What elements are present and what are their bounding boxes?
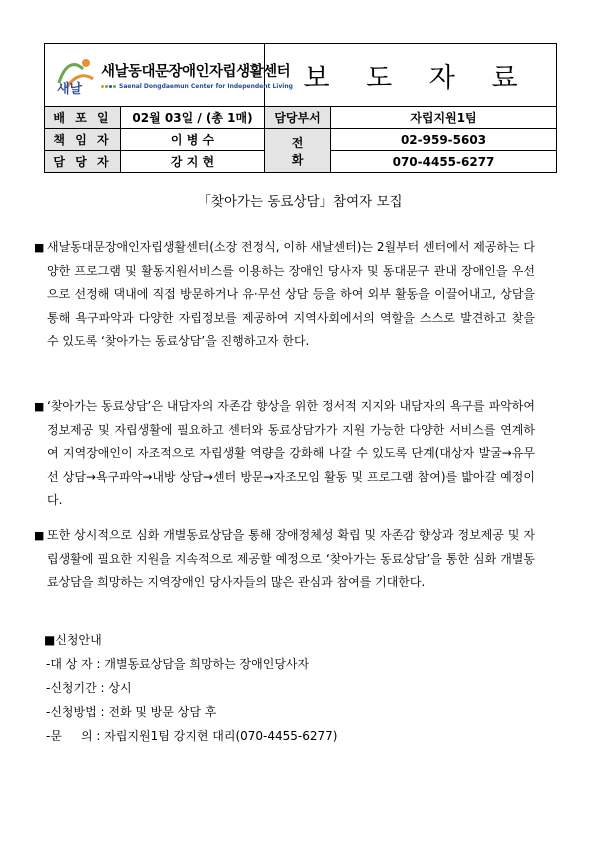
org-name-en: Saenal Dongdaemun Center for Independent Living — [119, 83, 293, 90]
org-name: 새날동대문장애인자립생활센터 — [101, 64, 291, 80]
bullet-icon: ■ — [34, 529, 45, 542]
bullet-icon: ■ — [34, 400, 45, 413]
apply-section-title: ■신청안내 — [44, 633, 102, 647]
apply-period: -신청기간 : 상시 — [46, 681, 132, 695]
paragraph-1: 새날동대문장애인자립생활센터(소장 전정식, 이하 새날센터)는 2월부터 센터에서 제공하는 다양한 프로그램 및 활동지원서비스를 이용하는 장애인 당사자 및 동대문구 관내 장애인을 우선으로 선정해 댁내에 직접 방문하거나 유·무선 상담 등을 하여 외부 활동을 이끌어내고, 상담을 통해 욕구파악과 다양한 자립정보를 제공하여 지역사회에서의 역할을 스스로 발견하고 찾을 수 있도록 ‘찾아가는 동료상담’을 진행하고자 한다. — [47, 240, 536, 348]
manager-value: 이 병 수 — [121, 129, 265, 151]
release-date-label: 배 포 일 — [45, 107, 121, 129]
org-logo-icon — [53, 53, 97, 97]
apply-method: -신청방법 : 전화 및 방문 상담 후 — [46, 705, 217, 719]
apply-target: -대 상 자 : 개별동료상담을 희망하는 장애인당사자 — [46, 657, 310, 671]
bullet-icon: ■ — [34, 241, 45, 254]
paragraph-3: 또한 상시적으로 심화 개별동료상담을 통해 장애정체성 확립 및 자존감 향상과 정보제공 및 자립생활에 필요한 지원을 지속적으로 제공할 예정으로 ‘찾아가는 동료상담’을 통한 심화 개별동료상담을 희망하는 지역장애인 당사자들의 많은 관심과 참여를 기대한다. — [47, 528, 535, 589]
logo-dots-icon — [101, 85, 116, 88]
staff-value: 강 지 현 — [121, 151, 265, 173]
staff-label: 담 당 자 — [45, 151, 121, 173]
logo-glyph: 새날 — [57, 82, 83, 97]
press-header-table — [44, 43, 557, 173]
paragraph-2: ‘찾아가는 동료상담’은 내담자의 자존감 향상을 위한 정서적 지지와 내담자의 욕구를 파악하여 정보제공 및 자립생활에 필요하고 센터와 동료상담가가 지원 가능한 다양한 서비스를 연계하여 지역장애인이 자조적으로 자립생활 역량을 강화해 나갈 수 있도록 단계(대상자 발굴→유무선 상담→욕구파악→내방 상담→센터 방문→자조모임 활동 및 프로그램 참여)를 밟아갈 예정이다. — [47, 399, 535, 507]
org-logo-cell — [45, 44, 293, 107]
apply-contact: -문 의 : 자립지원1팀 강지현 대리(070-4455-6277) — [46, 729, 338, 743]
release-date-value: 02월 03일 / (총 1매) — [121, 107, 265, 129]
manager-label: 책 임 자 — [45, 129, 121, 151]
phone-label: 전 화 — [265, 129, 331, 173]
dept-value: 자립지원1팀 — [331, 107, 557, 129]
phone-value-1: 02-959-5603 — [331, 129, 557, 151]
dept-label: 담당부서 — [265, 107, 331, 129]
doc-type: 보 도 자 료 — [265, 44, 557, 107]
document-title: 「찾아가는 동료상담」참여자 모집 — [197, 194, 403, 210]
org-name-en-row — [101, 83, 293, 90]
phone-value-2: 070-4455-6277 — [331, 151, 557, 173]
